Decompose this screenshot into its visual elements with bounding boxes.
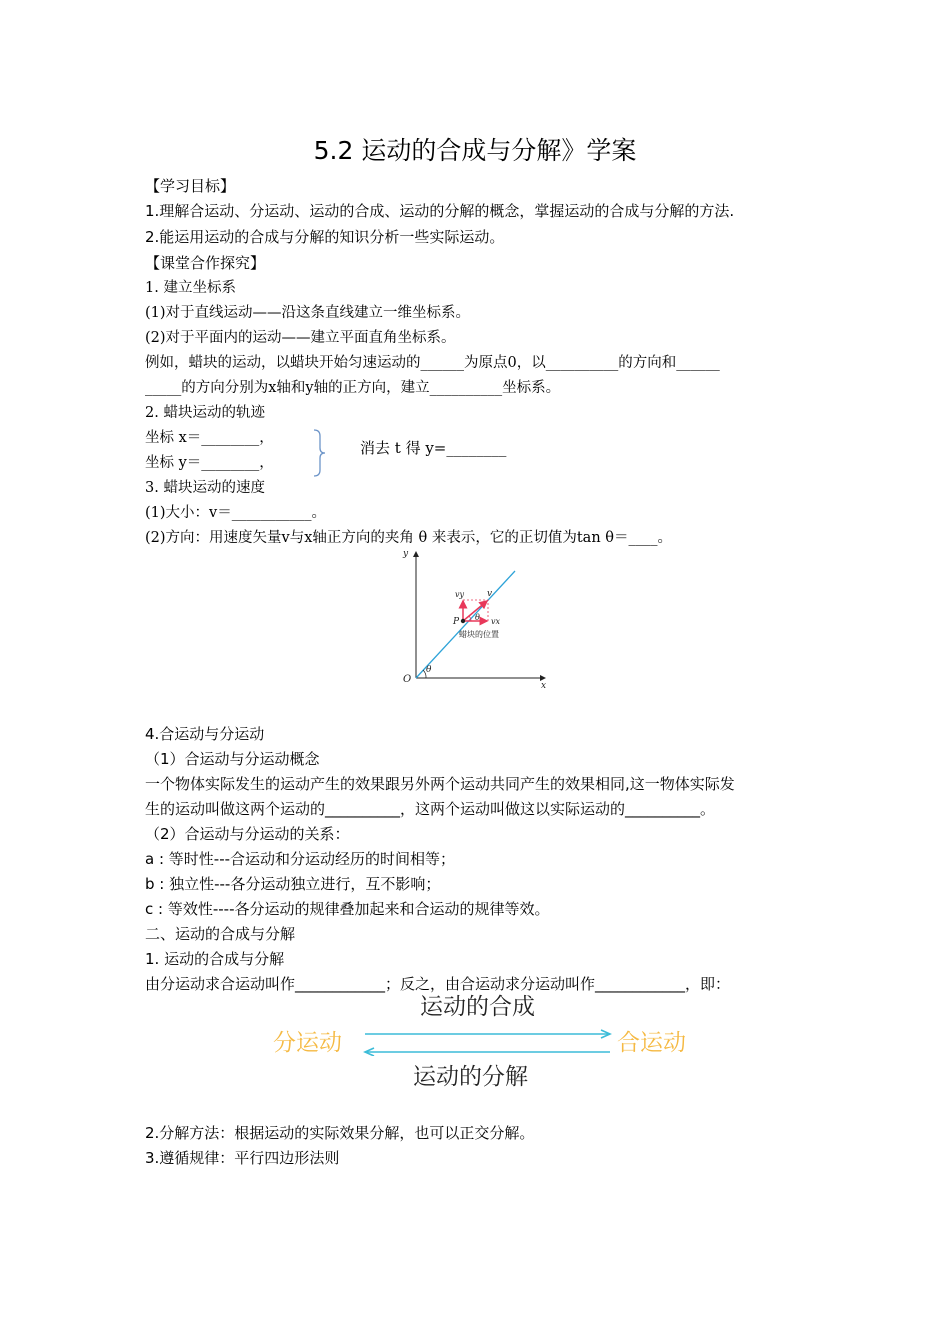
velocity-direction: (2)方向：用速度矢量v与x轴正方向的夹角 θ 来表示，它的正切值为tan θ＝____。 bbox=[145, 530, 673, 546]
label-x: x bbox=[541, 681, 547, 690]
label-p: P bbox=[453, 617, 460, 627]
governing-law: 3.遵循规律：平行四边形法则 bbox=[145, 1149, 340, 1167]
text-line-planar: (2)对于平面内的运动——建立平面直角坐标系。 bbox=[145, 330, 456, 346]
section-heading-explore: 【课堂合作探究】 bbox=[145, 254, 266, 272]
diagram-label-resultant: 合运动 bbox=[617, 1030, 686, 1056]
diagram-arrows bbox=[360, 1026, 615, 1056]
velocity-magnitude: (1)大小：v＝___________。 bbox=[145, 505, 326, 521]
eliminate-t-equation: 消去 t 得 y=________ bbox=[360, 439, 507, 457]
relationship-c: c : 等效性----各分运动的规律叠加起来和合运动的规律等效。 bbox=[145, 900, 550, 918]
label-y: y bbox=[403, 549, 409, 559]
diagram-label-component: 分运动 bbox=[273, 1030, 342, 1056]
label-origin: O bbox=[403, 674, 412, 685]
heading-velocity: 3. 蜡块运动的速度 bbox=[145, 480, 265, 496]
heading-composite-motion: 4.合运动与分运动 bbox=[145, 725, 265, 743]
concept-text-1: 一个物体实际发生的运动产生的效果跟另外两个运动共同产生的效果相同,这一物体实际发 bbox=[145, 775, 735, 793]
label-v: v bbox=[487, 589, 493, 599]
label-vy: vy bbox=[455, 590, 465, 599]
label-vx: vx bbox=[491, 617, 501, 626]
coordinate-x: 坐标 x＝________， bbox=[145, 430, 274, 446]
composition-definition: 由分运动求合运动叫作____________；反之，由合运动求分运动叫作____________，即： bbox=[145, 975, 731, 993]
label-theta-p: θ bbox=[475, 613, 480, 622]
subheading-relationship: （2）合运动与分运动的关系： bbox=[145, 825, 350, 843]
heading-coordinate-system: 1. 建立坐标系 bbox=[145, 280, 236, 296]
label-caption: 蜡块的位置 bbox=[459, 630, 499, 639]
section-heading-composition: 二、运动的合成与分解 bbox=[145, 925, 296, 943]
relationship-a: a : 等时性---合运动和分运动经历的时间相等； bbox=[145, 850, 456, 868]
text-line-linear: (1)对于直线运动——沿这条直线建立一维坐标系。 bbox=[145, 305, 471, 321]
text-example-2: _____的方向分别为x轴和y轴的正方向，建立__________坐标系。 bbox=[145, 380, 561, 396]
section-heading-objectives: 【学习目标】 bbox=[145, 177, 236, 195]
heading-trajectory: 2. 蜡块运动的轨迹 bbox=[145, 405, 265, 421]
concept-text-2: 生的运动叫做这两个运动的__________，这两个运动叫做这以实际运动的__________。 bbox=[145, 800, 716, 818]
brace-icon bbox=[312, 428, 328, 478]
heading-composition-decomposition: 1. 运动的合成与分解 bbox=[145, 950, 285, 968]
composition-diagram bbox=[255, 990, 705, 1090]
diagram-label-composition: 运动的合成 bbox=[420, 994, 535, 1020]
diagram-label-decomposition: 运动的分解 bbox=[413, 1064, 528, 1090]
decomposition-method: 2.分解方法：根据运动的实际效果分解，也可以正交分解。 bbox=[145, 1124, 535, 1142]
relationship-b: b : 独立性---各分运动独立进行，互不影响； bbox=[145, 875, 441, 893]
subheading-concept: （1）合运动与分运动概念 bbox=[145, 750, 320, 768]
velocity-figure bbox=[395, 544, 555, 690]
trajectory-line bbox=[416, 571, 515, 678]
point-p bbox=[461, 619, 465, 623]
label-theta-origin: θ bbox=[426, 665, 432, 675]
objective-2: 2.能运用运动的合成与分解的知识分析一些实际运动。 bbox=[145, 228, 505, 246]
text-example-1: 例如，蜡块的运动，以蜡块开始匀速运动的______为原点0，以__________的方向和______ bbox=[145, 355, 720, 371]
coordinate-y: 坐标 y＝________， bbox=[145, 455, 274, 471]
page-title: 5.2 运动的合成与分解》学案 bbox=[313, 136, 637, 165]
objective-1: 1.理解合运动、分运动、运动的合成、运动的分解的概念，掌握运动的合成与分解的方法. bbox=[145, 202, 735, 220]
